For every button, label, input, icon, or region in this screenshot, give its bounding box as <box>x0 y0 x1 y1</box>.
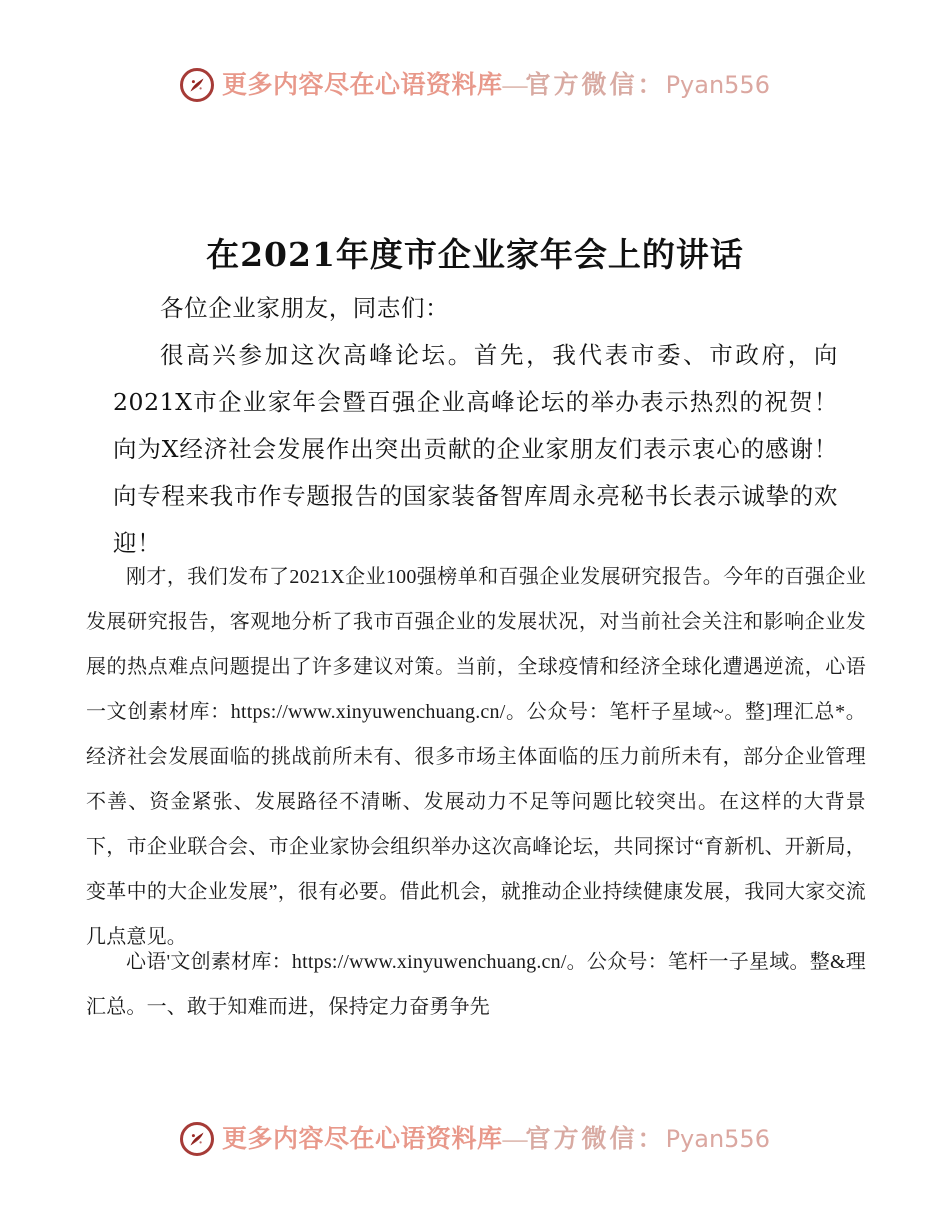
body-paragraph-2: 刚才，我们发布了2021X企业100强榜单和百强企业发展研究报告。今年的百强企业发展研究报告，客观地分析了我市百强企业的发展状况，对当前社会关注和影响企业发展的热点难点问题提出了许多建议对策。当前，全球疫情和经济全球化遭遇逆流，心语一文创素材库：https://www.xinyuwenchuang.cn/。公众号：笔杆子星域~。整]理汇总*。经济社会发展面临的挑战前所未有、很多市场主体面临的压力前所未有，部分企业管理不善、资金紧张、发展路径不清晰、发展动力不足等问题比较突出。在这样的大背景下，市企业联合会、市企业家协会组织举办这次高峰论坛，共同探讨“育新机、开新局，变革中的大企业发展”，很有必要。借此机会，就推动企业持续健康发展，我同大家交流几点意见。 <box>86 566 866 948</box>
watermark-separator: — <box>502 1125 526 1153</box>
circular-swirl-logo-icon <box>180 1122 214 1156</box>
page-title: 在2021年度市企业家年会上的讲话 <box>206 235 744 275</box>
body-paragraph-1: 很高兴参加这次高峰论坛。首先，我代表市委、市政府，向2021X市企业家年会暨百强企业高峰论坛的举办表示热烈的祝贺！向为X经济社会发展作出突出贡献的企业家朋友们表示衷心的感谢！向专程来我市作专题报告的国家装备智库周永亮秘书长表示诚挚的欢迎！ <box>113 341 838 557</box>
footer-watermark <box>0 1122 950 1156</box>
body-block-secondary <box>86 555 866 960</box>
watermark-wechat-label: 官方微信： <box>525 71 666 99</box>
watermark-separator: — <box>502 71 526 99</box>
footer-watermark-text <box>222 1124 770 1153</box>
header-watermark-text <box>222 70 770 99</box>
salutation-paragraph: 各位企业家朋友，同志们： <box>160 294 450 322</box>
watermark-wechat-id: Pyan556 <box>665 70 770 99</box>
watermark-wechat-label: 官方微信： <box>525 1125 666 1153</box>
watermark-main-text: 更多内容尽在心语资料库 <box>222 1125 503 1153</box>
header-watermark <box>0 68 950 102</box>
circular-swirl-logo-icon <box>180 68 214 102</box>
body-paragraph-3: 心语'文创素材库：https://www.xinyuwenchuang.cn/。公众号：笔杆一子星域。整&理汇总。一、敢于知难而进，保持定力奋勇争先 <box>86 951 866 1018</box>
body-block-tertiary <box>86 940 866 1030</box>
watermark-wechat-id: Pyan556 <box>665 1124 770 1153</box>
body-block-primary <box>113 285 838 567</box>
watermark-main-text: 更多内容尽在心语资料库 <box>222 71 503 99</box>
